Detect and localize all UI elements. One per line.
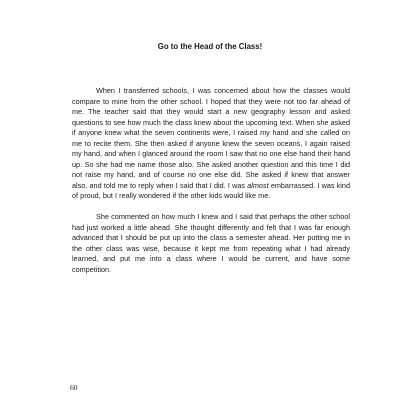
paragraph-2 xyxy=(72,212,350,275)
page-number: 60 xyxy=(70,383,78,392)
paragraph-2-text: She commented on how much I knew and I said that perhaps the other school had just worked a little ahead. She thought differently and felt that I was far enough advanced that I should be put up into the class a semester ahead. Her putting me in the other class was wise, because it kept me from repeating what I had already learned, and put me into a class where I would be current, and have some competition. xyxy=(72,212,350,274)
paragraph-1-text-start: When I transferred schools, I was concerned about how the classes would compare to mine from the other school. I hoped that they were not too far ahead of me. The teacher said that they would start a new geography lesson and asked questions to see how much the class knew about the upcoming text. When she asked if anyone knew what the seven continents were, I raised my hand and she called on me to recite them. She then asked if anyone knew the seven oceans, I again raised my hand, and when I glanced around the room I saw that no one else hand their hand up. So she had me name those also. She asked another question and this time I did not raise my hand, and of course no one else did. She asked if knew that answer also, and told me to reply when I said that I did. I was xyxy=(72,86,350,190)
paragraph-1-text-end: embarrassed. I was kind of proud, but I really wondered if the other kids would like me. xyxy=(72,180,350,200)
body-text xyxy=(72,86,350,286)
chapter-title: Go to the Head of the Class! xyxy=(157,42,263,51)
paragraph-1-emphasis: almost xyxy=(247,180,269,190)
paragraph-1 xyxy=(72,86,350,202)
